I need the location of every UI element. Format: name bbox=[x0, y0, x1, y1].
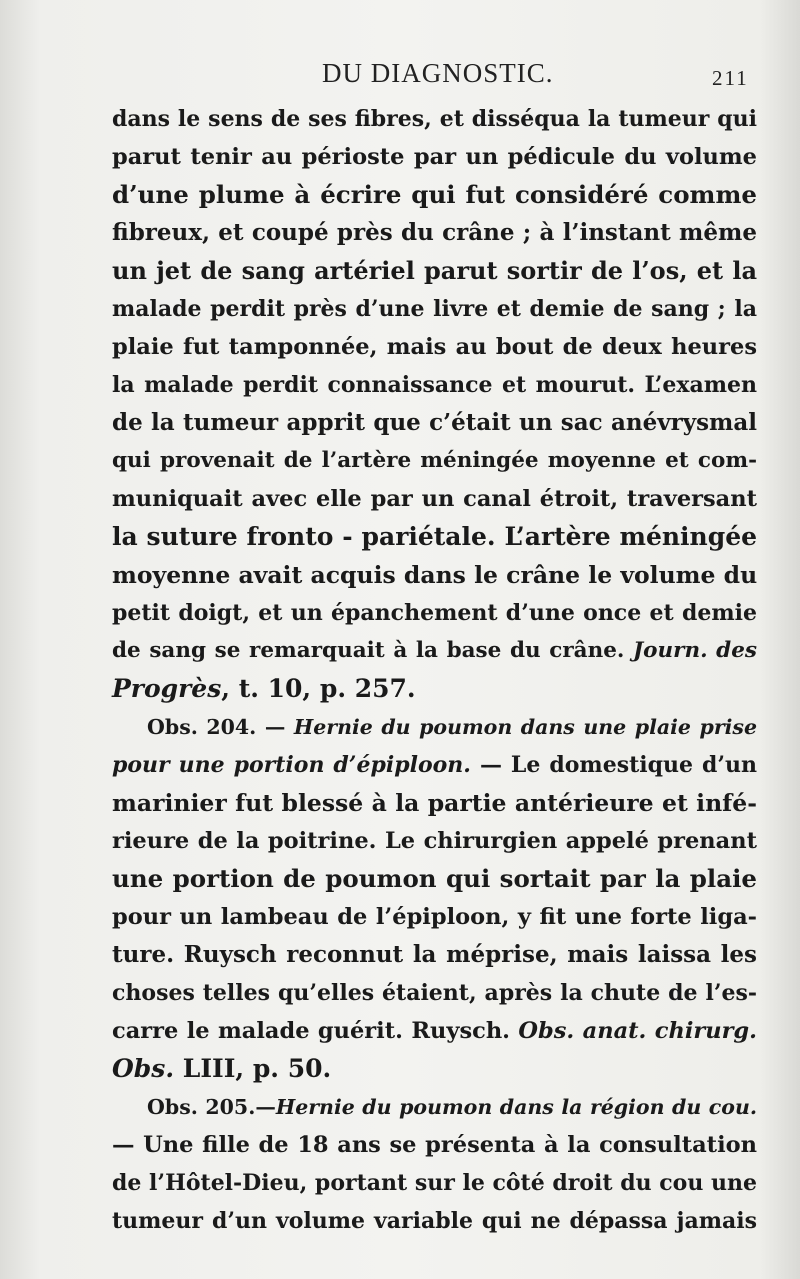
text-line: marinier fut blessé à la partie antérieure et infé- bbox=[112, 789, 757, 817]
text-line: de sang se remarquait à la base du crâne. Journ. des bbox=[112, 638, 757, 663]
text-line: malade perdit près d’une livre et demie de sang ; la bbox=[112, 296, 757, 322]
page-header bbox=[0, 54, 800, 94]
observation-heading: Obs. 204. — Hernie du poumon dans une plaie prise bbox=[147, 715, 757, 739]
text-line: moyenne avait acquis dans le crâne le volume du bbox=[112, 561, 758, 589]
text-line: — Une fille de 18 ans se présenta à la consultation bbox=[112, 1132, 757, 1158]
text-line: de la tumeur apprit que c’était un sac anévrysmal bbox=[112, 409, 757, 436]
text-line: pour un lambeau de l’épiploon, y fit une forte liga- bbox=[112, 904, 757, 930]
text-line: Obs. LIII, p. 50. bbox=[112, 1054, 332, 1083]
citation: Journ. des bbox=[632, 638, 757, 663]
text-line: un jet de sang artériel parut sortir de l’os, et la bbox=[112, 256, 757, 285]
citation: Progrès bbox=[112, 674, 222, 703]
text-line: tumeur d’un volume variable qui ne dépassa jamais bbox=[112, 1208, 757, 1234]
text-line: petit doigt, et un épanchement d’une once et demie bbox=[112, 600, 757, 626]
text-line: une portion de poumon qui sortait par la plaie bbox=[112, 864, 757, 893]
text-line: d’une plume à écrire qui fut considéré comme bbox=[112, 180, 757, 209]
observation-title: Hernie du poumon dans une plaie prise bbox=[293, 715, 757, 739]
text-line: rieure de la poitrine. Le chirurgien appelé prenant bbox=[112, 828, 757, 854]
text-line: dans le sens de ses fibres, et disséqua la tumeur qui bbox=[112, 106, 757, 132]
text-line: la suture fronto - pariétale. L’artère méningée bbox=[112, 522, 757, 551]
text-line: ture. Ruysch reconnut la méprise, mais laissa les bbox=[112, 941, 757, 968]
text-line: plaie fut tamponnée, mais au bout de deux heures bbox=[112, 334, 757, 360]
citation: Obs. anat. chirurg. bbox=[518, 1018, 757, 1044]
text-line: carre le malade guérit. Ruysch. Obs. anat. chirurg. bbox=[112, 1018, 757, 1044]
text-line: fibreux, et coupé près du crâne ; à l’instant même bbox=[112, 219, 757, 246]
text-line: pour une portion d’épiploon. — Le domestique d’un bbox=[112, 752, 758, 778]
observation-title: Hernie du poumon dans la région du cou. bbox=[275, 1095, 757, 1119]
observation-title: pour une portion d’épiploon. bbox=[112, 752, 471, 778]
text-line: de l’Hôtel-Dieu, portant sur le côté droit du cou une bbox=[112, 1170, 757, 1196]
running-head: DU DIAGNOSTIC. bbox=[322, 58, 554, 88]
text-line: Progrès, t. 10, p. 257. bbox=[112, 674, 416, 703]
text-line: choses telles qu’elles étaient, après la chute de l’es- bbox=[112, 980, 757, 1006]
page-number: 211 bbox=[712, 66, 749, 90]
text-line: parut tenir au périoste par un pédicule du volume bbox=[112, 144, 757, 170]
observation-heading: Obs. 205.—Hernie du poumon dans la région du cou. bbox=[147, 1095, 757, 1119]
text-line: muniquait avec elle par un canal étroit, traversant bbox=[112, 486, 757, 512]
text-line: qui provenait de l’artère méningée moyenne et com- bbox=[112, 448, 757, 473]
text-line: la malade perdit connaissance et mourut. L’examen bbox=[112, 372, 757, 398]
citation: Obs. bbox=[112, 1054, 175, 1083]
